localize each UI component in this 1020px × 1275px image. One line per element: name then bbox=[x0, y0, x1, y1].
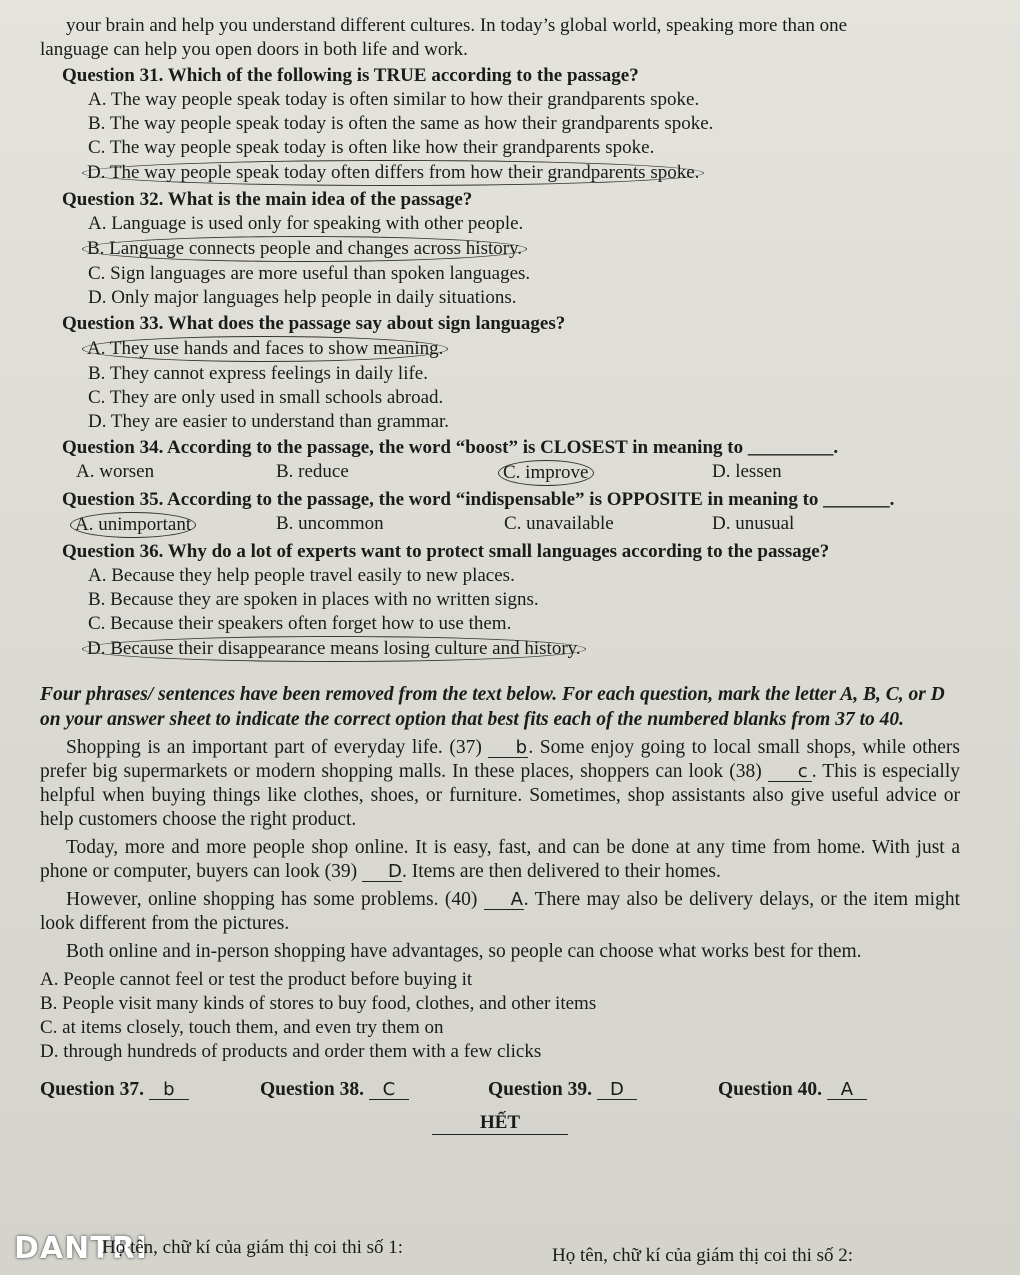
option-c: C. Because their speakers often forget how to use them. bbox=[88, 613, 512, 634]
answer-39-value: D bbox=[597, 1081, 637, 1100]
option-b bbox=[88, 236, 960, 262]
section-instruction: Four phrases/ sentences have been removed from the text below. For each question, mark the letter A, B, C, or D on your answer sheet to indicate the correct option that best fits each of the numbered blanks from 37 to 40. bbox=[40, 684, 945, 730]
option-b: B. Because they are spoken in places with no written signs. bbox=[88, 589, 539, 610]
option-a: A. The way people speak today is often similar to how their grandparents spoke. bbox=[88, 89, 700, 110]
blank-37: b bbox=[488, 739, 528, 758]
blank-39: D bbox=[362, 863, 402, 882]
selected-answer-mark: A. They use hands and faces to show meaning. bbox=[82, 336, 448, 362]
answer-38: Question 38. C bbox=[260, 1078, 488, 1102]
question-34 bbox=[40, 436, 960, 486]
option-d: D. They are easier to understand than grammar. bbox=[88, 411, 450, 432]
selected-answer-mark: B. Language connects people and changes across history. bbox=[82, 236, 527, 262]
question-36 bbox=[40, 540, 960, 662]
answer-37: Question 37. b bbox=[40, 1078, 260, 1102]
option-b: B. They cannot express feelings in daily life. bbox=[88, 363, 428, 384]
passage-paragraph-3: However, online shopping has some problems. (40) A. There may also be delivery delays, or the item might look different from the pictures. bbox=[40, 889, 960, 934]
dantri-logo: DANTRI bbox=[14, 1231, 148, 1266]
question-stem: Question 32. What is the main idea of the passage? bbox=[62, 189, 473, 210]
question-stem: Question 36. Why do a lot of experts want to protect small languages according to the passage? bbox=[62, 541, 830, 562]
option-c: C. unavailable bbox=[504, 513, 614, 534]
selected-answer-mark: D. The way people speak today often differs from how their grandparents spoke. bbox=[82, 160, 704, 186]
option-a: A. worsen bbox=[76, 461, 155, 482]
question-stem: Question 31. Which of the following is TRUE according to the passage? bbox=[62, 65, 639, 86]
footer bbox=[0, 1231, 1020, 1275]
passage-paragraph-2: Today, more and more people shop online. It is easy, fast, and can be done at any time from home. With just a phone or computer, buyers can look (39) D. Items are then delivered to their homes. bbox=[40, 837, 960, 882]
intro-line-2: language can help you open doors in both life and work. bbox=[40, 39, 468, 60]
end-mark: HẾT bbox=[40, 1112, 960, 1135]
section-options bbox=[40, 968, 960, 1064]
option-b: B. reduce bbox=[276, 461, 349, 482]
question-stem: Question 35. According to the passage, the word “indispensable” is OPPOSITE in meaning to _______. bbox=[62, 489, 895, 510]
options-row bbox=[76, 460, 960, 486]
answer-row bbox=[40, 1078, 960, 1102]
option-b: B. uncommon bbox=[276, 513, 384, 534]
option-a: A. Because they help people travel easily to new places. bbox=[88, 565, 515, 586]
question-35 bbox=[40, 488, 960, 538]
option-a: A. People cannot feel or test the product before buying it bbox=[40, 969, 473, 990]
question-32 bbox=[40, 188, 960, 310]
selected-answer-mark: A. unimportant bbox=[70, 512, 196, 538]
answer-38-value: C bbox=[369, 1081, 409, 1100]
option-a: A. Language is used only for speaking with other people. bbox=[88, 213, 524, 234]
proctor-1-signature-label: Họ tên, chữ kí của giám thị coi thi số 1: bbox=[102, 1237, 404, 1258]
question-stem: Question 34. According to the passage, the word “boost” is CLOSEST in meaning to _________. bbox=[62, 437, 839, 458]
blank-38: c bbox=[768, 763, 812, 782]
option-d: D. through hundreds of products and order them with a few clicks bbox=[40, 1041, 542, 1062]
option-c: C. The way people speak today is often like how their grandparents spoke. bbox=[88, 137, 655, 158]
option-b: B. The way people speak today is often the same as how their grandparents spoke. bbox=[88, 113, 714, 134]
option-d bbox=[88, 160, 960, 186]
option-c bbox=[504, 460, 712, 486]
answer-40-value: A bbox=[827, 1081, 867, 1100]
answer-37-value: b bbox=[149, 1081, 189, 1100]
option-d: D. unusual bbox=[712, 513, 795, 534]
selected-answer-mark: D. Because their disappearance means losing culture and history. bbox=[82, 636, 586, 662]
option-a bbox=[76, 512, 276, 538]
blank-40: A bbox=[484, 891, 524, 910]
passage-paragraph-1: Shopping is an important part of everyday life. (37) b. Some enjoy going to local small shops, while others prefer big supermarkets or modern shopping malls. In these places, shoppers can look (38) c . This is especially helpful when buying things like clothes, shoes, or furniture. Sometimes, shop assistants also give useful advice or help customers choose the right product. bbox=[40, 737, 961, 830]
answer-39: Question 39. D bbox=[488, 1078, 718, 1102]
option-c: C. They are only used in small schools abroad. bbox=[88, 387, 444, 408]
question-stem: Question 33. What does the passage say about sign languages? bbox=[62, 313, 566, 334]
selected-answer-mark: C. improve bbox=[498, 460, 594, 486]
question-33 bbox=[40, 312, 960, 434]
answer-40: Question 40. A bbox=[718, 1078, 948, 1102]
option-d bbox=[88, 636, 960, 662]
question-31 bbox=[40, 64, 960, 186]
option-d: D. lessen bbox=[712, 461, 782, 482]
options-row bbox=[76, 512, 960, 538]
option-b: B. People visit many kinds of stores to buy food, clothes, and other items bbox=[40, 993, 597, 1014]
option-d: D. Only major languages help people in daily situations. bbox=[88, 287, 517, 308]
option-c: C. at items closely, touch them, and even try them on bbox=[40, 1017, 444, 1038]
passage-paragraph-4: Both online and in-person shopping have advantages, so people can choose what works best for them. bbox=[66, 941, 862, 962]
intro-line-1: your brain and help you understand different cultures. In today’s global world, speaking more than one bbox=[66, 15, 848, 36]
option-c: C. Sign languages are more useful than spoken languages. bbox=[88, 263, 531, 284]
option-a bbox=[88, 336, 960, 362]
proctor-2-signature-label: Họ tên, chữ kí của giám thị coi thi số 2: bbox=[552, 1245, 854, 1266]
